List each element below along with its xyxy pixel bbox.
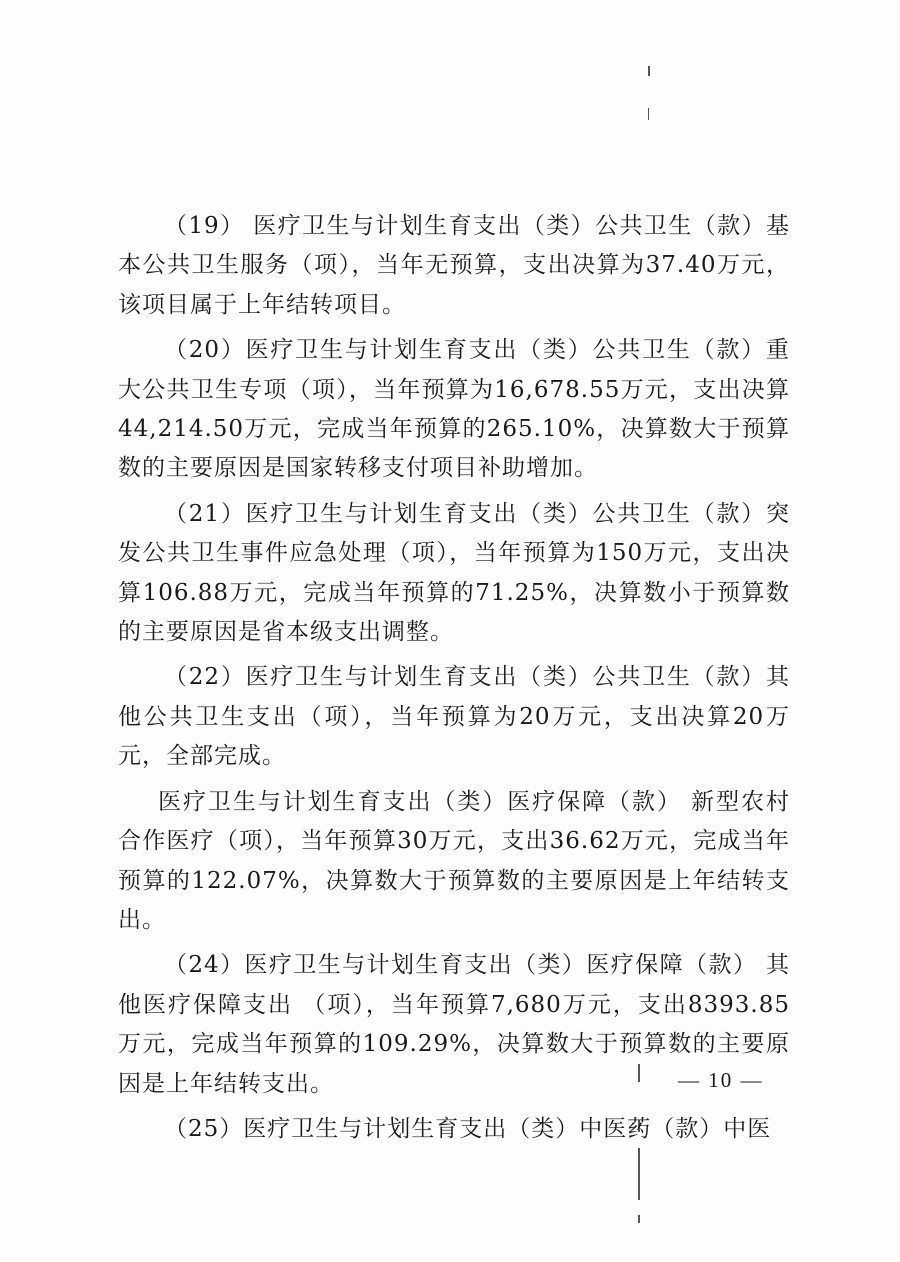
paragraph-23: 医疗卫生与计划生育支出（类）医疗保障（款） 新型农村合作医疗（项），当年预算30万元，支出36.62万元，完成当年预算的122.07%，决算数大于预算数的主要原因是上年结转支出。 bbox=[118, 788, 790, 933]
paragraph-20: （20）医疗卫生与计划生育支出（类）公共卫生（款）重大公共卫生专项（项），当年预算为16,678.55万元，支出决算44,214.50万元，完成当年预算的265.10%，决算数大于预算数的主要原因是国家转移支付项目补助增加。 bbox=[118, 337, 790, 482]
page-number: — 10 — bbox=[678, 1068, 764, 1092]
body-text bbox=[118, 207, 790, 1155]
scan-mark bbox=[638, 1148, 640, 1200]
scan-mark bbox=[648, 66, 650, 76]
scan-mark bbox=[638, 1215, 640, 1223]
paragraph-24: （24）医疗卫生与计划生育支出（类）医疗保障（款） 其他医疗保障支出 （项），当年预算7,680万元，支出8393.85万元，完成当年预算的109.29%，决算数大于预算数的主要原因是上年结转支出。 bbox=[118, 952, 790, 1097]
paragraph-21: （21）医疗卫生与计划生育支出（类）公共卫生（款）突发公共卫生事件应急处理（项），当年预算为150万元，支出决算106.88万元，完成当年预算的71.25%，决算数小于预算数的主要原因是省本级支出调整。 bbox=[118, 500, 790, 646]
scan-mark bbox=[648, 108, 649, 120]
paragraph-19: （19） 医疗卫生与计划生育支出（类）公共卫生（款）基本公共卫生服务（项），当年无预算，支出决算为37.40万元，该项目属于上年结转项目。 bbox=[118, 213, 790, 318]
paragraph-22: （22）医疗卫生与计划生育支出（类）公共卫生（款）其他公共卫生支出（项），当年预算为20万元，支出决算20万元，全部完成。 bbox=[118, 664, 790, 770]
paragraph-25: （25）医疗卫生与计划生育支出（类）中医药（款）中医 bbox=[164, 1115, 772, 1142]
